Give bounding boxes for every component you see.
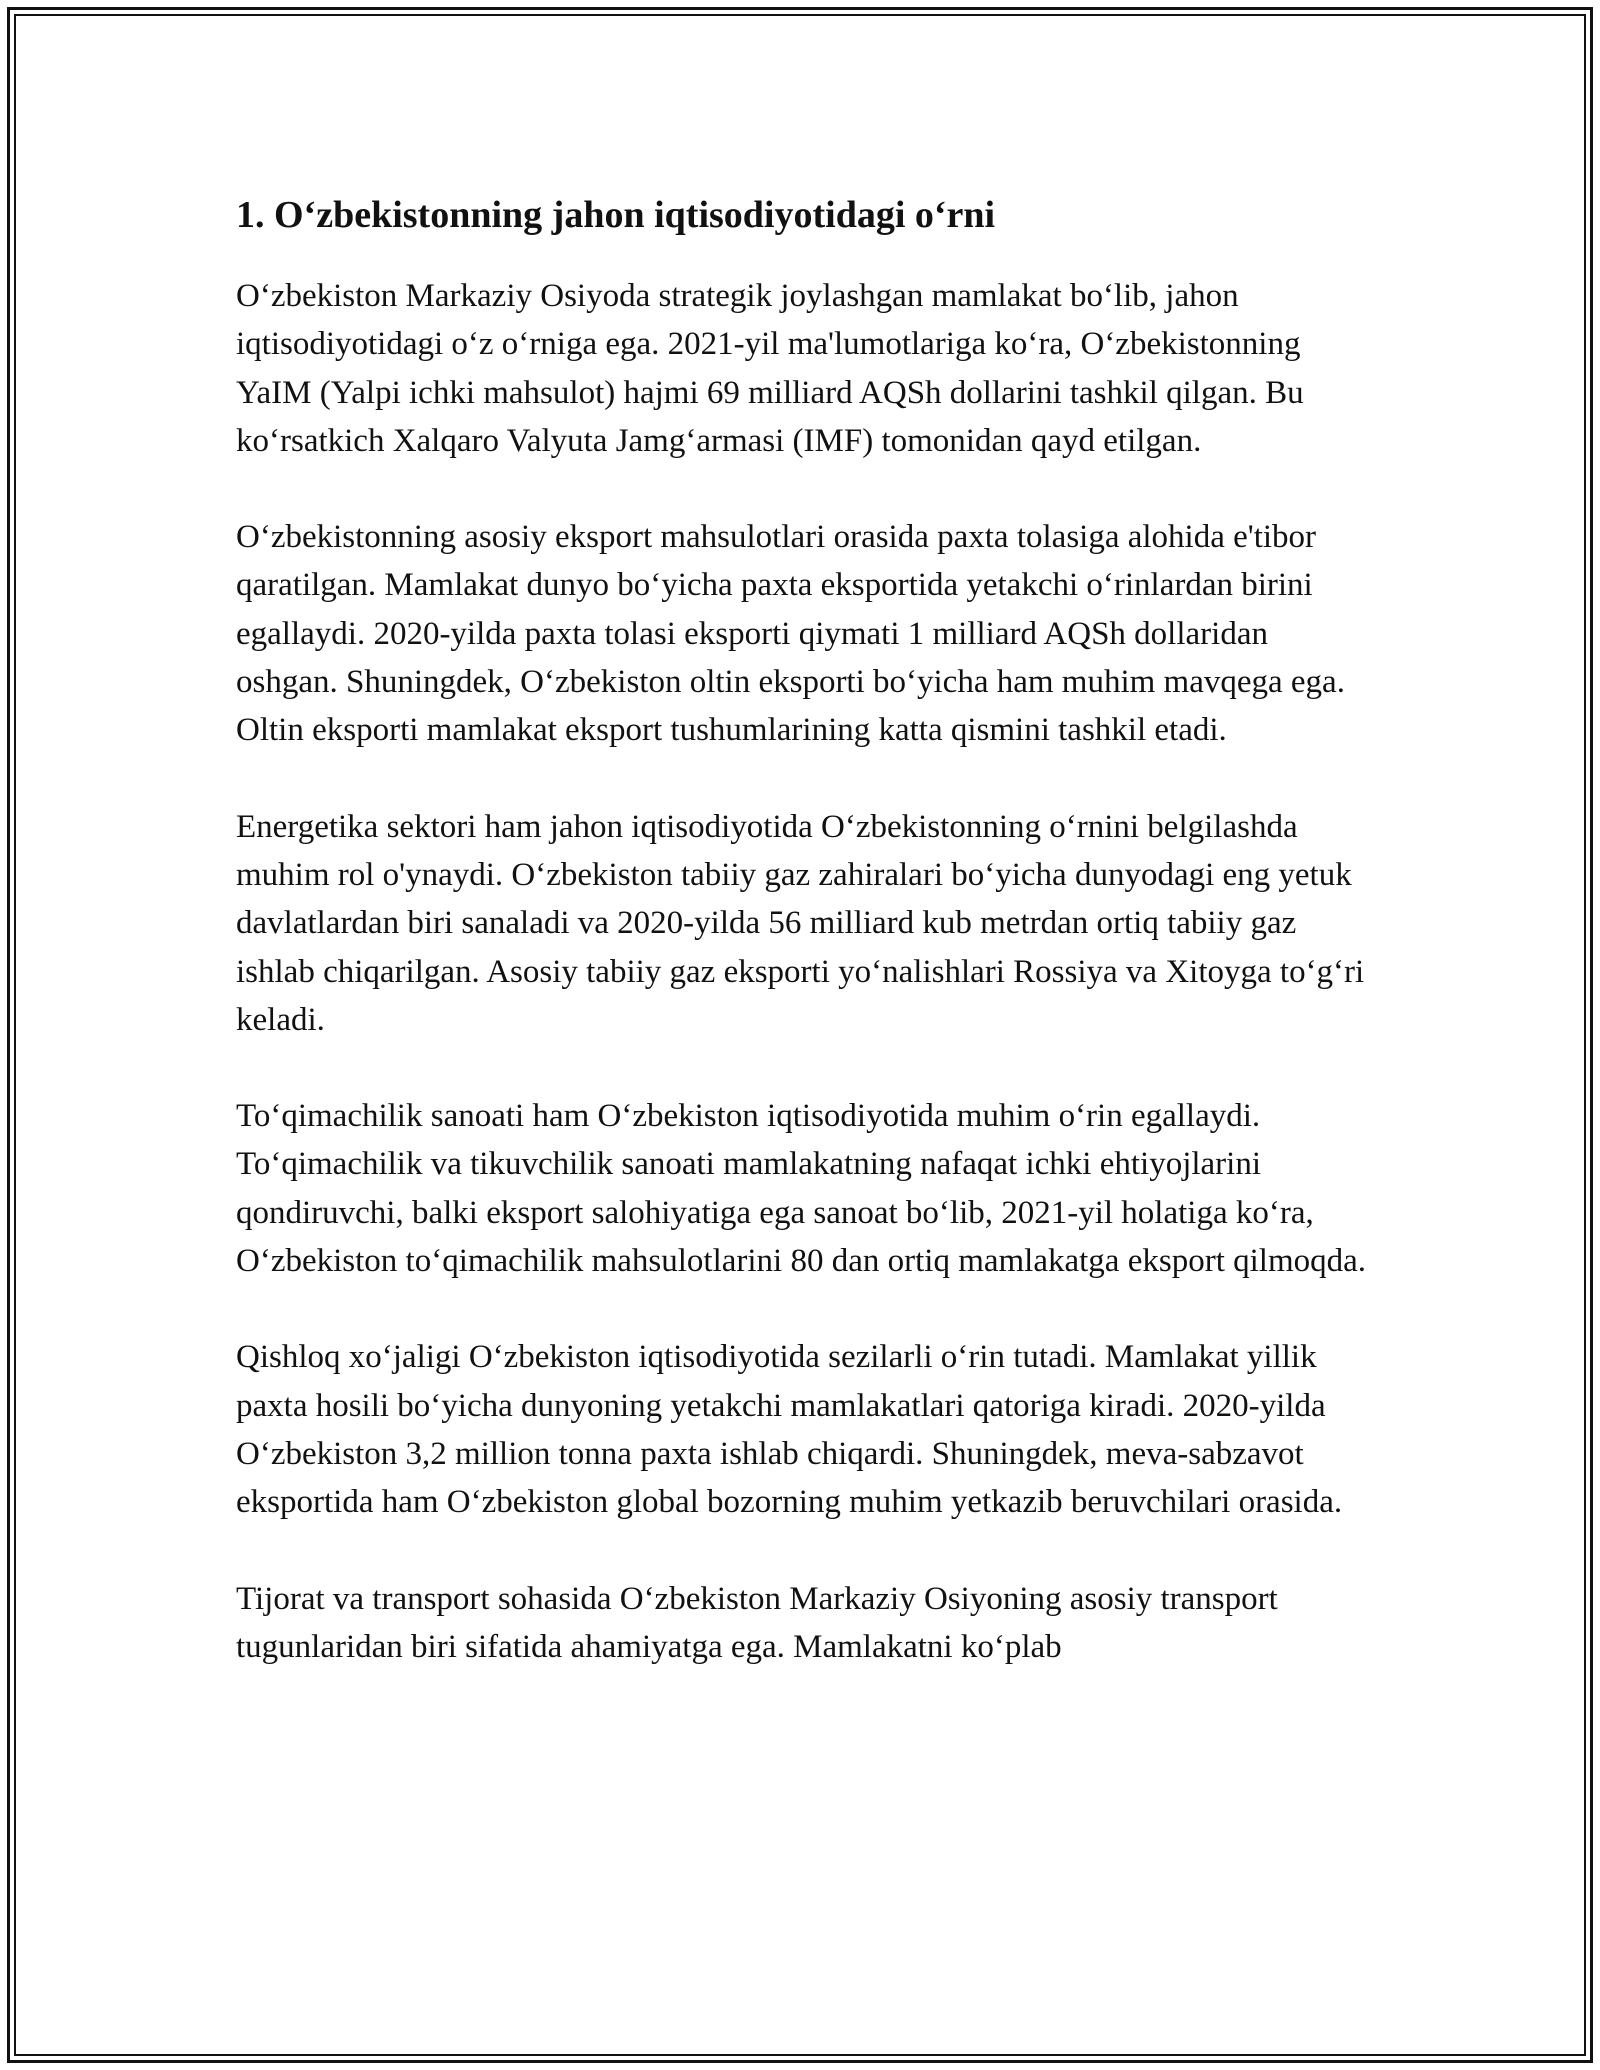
section-heading: 1. O‘zbekistonning jahon iqtisodiyotidagi o‘rni	[236, 194, 996, 236]
paragraph-exports: O‘zbekistonning asosiy eksport mahsulotlari orasida paxta tolasiga alohida e'tibor qaratilgan. Mamlakat dunyo bo‘yicha paxta eksportida yetakchi o‘rinlardan birini egallaydi. 2020-yilda paxta tolasi eksporti qiymati 1 milliard AQSh dollaridan oshgan. Shuningdek, O‘zbekiston oltin eksporti bo‘yicha ham muhim mavqega ega. Oltin eksporti mamlakat eksport tushumlarining katta qismini tashkil etadi.	[236, 519, 1345, 749]
paragraph-agriculture: Qishloq xo‘jaligi O‘zbekiston iqtisodiyotida sezilarli o‘rin tutadi. Mamlakat yillik paxta hosili bo‘yicha dunyoning yetakchi mamlakatlari qatoriga kiradi. 2020-yilda O‘zbekiston 3,2 million tonna paxta ishlab chiqardi. Shuningdek, meva-sabzavot eksportida ham O‘zbekiston global bozorning muhim yetkazib beruvchilari orasida.	[236, 1339, 1343, 1521]
paragraph-gdp: O‘zbekiston Markaziy Osiyoda strategik joylashgan mamlakat bo‘lib, jahon iqtisodiyotidagi o‘z o‘rniga ega. 2021-yil ma'lumotlariga ko‘ra, O‘zbekistonning YaIM (Yalpi ichki mahsulot) hajmi 69 milliard AQSh dollarini tashkil qilgan. Bu ko‘rsatkich Xalqaro Valyuta Jamg‘armasi (IMF) tomonidan qayd etilgan.	[236, 278, 1304, 459]
paragraph-textile: To‘qimachilik sanoati ham O‘zbekiston iqtisodiyotida muhim o‘rin egallaydi. To‘qimachilik va tikuvchilik sanoati mamlakatning nafaqat ichki ehtiyojlarini qondiruvchi, balki eksport salohiyatiga ega sanoat bo‘lib, 2021-yil holatiga ko‘ra, O‘zbekiston to‘qimachilik mahsulotlarini 80 dan ortiq mamlakatga eksport qilmoqda.	[236, 1098, 1367, 1280]
paragraph-energy: Energetika sektori ham jahon iqtisodiyotida O‘zbekistonning o‘rnini belgilashda muhim rol o'ynaydi. O‘zbekiston tabiiy gaz zahiralari bo‘yicha dunyodagi eng yetuk davlatlardan biri sanaladi va 2020-yilda 56 milliard kub metrdan ortiq tabiiy gaz ishlab chiqarilgan. Asosiy tabiiy gaz eksporti yo‘nalishlari Rossiya va Xitoyga to‘g‘ri keladi.	[236, 808, 1365, 1038]
paragraph-trade-transport: Tijorat va transport sohasida O‘zbekiston Markaziy Osiyoning asosiy transport tugunlaridan biri sifatida ahamiyatga ega. Mamlakatni ko‘plab	[236, 1580, 1278, 1665]
document-content	[236, 190, 1366, 1719]
